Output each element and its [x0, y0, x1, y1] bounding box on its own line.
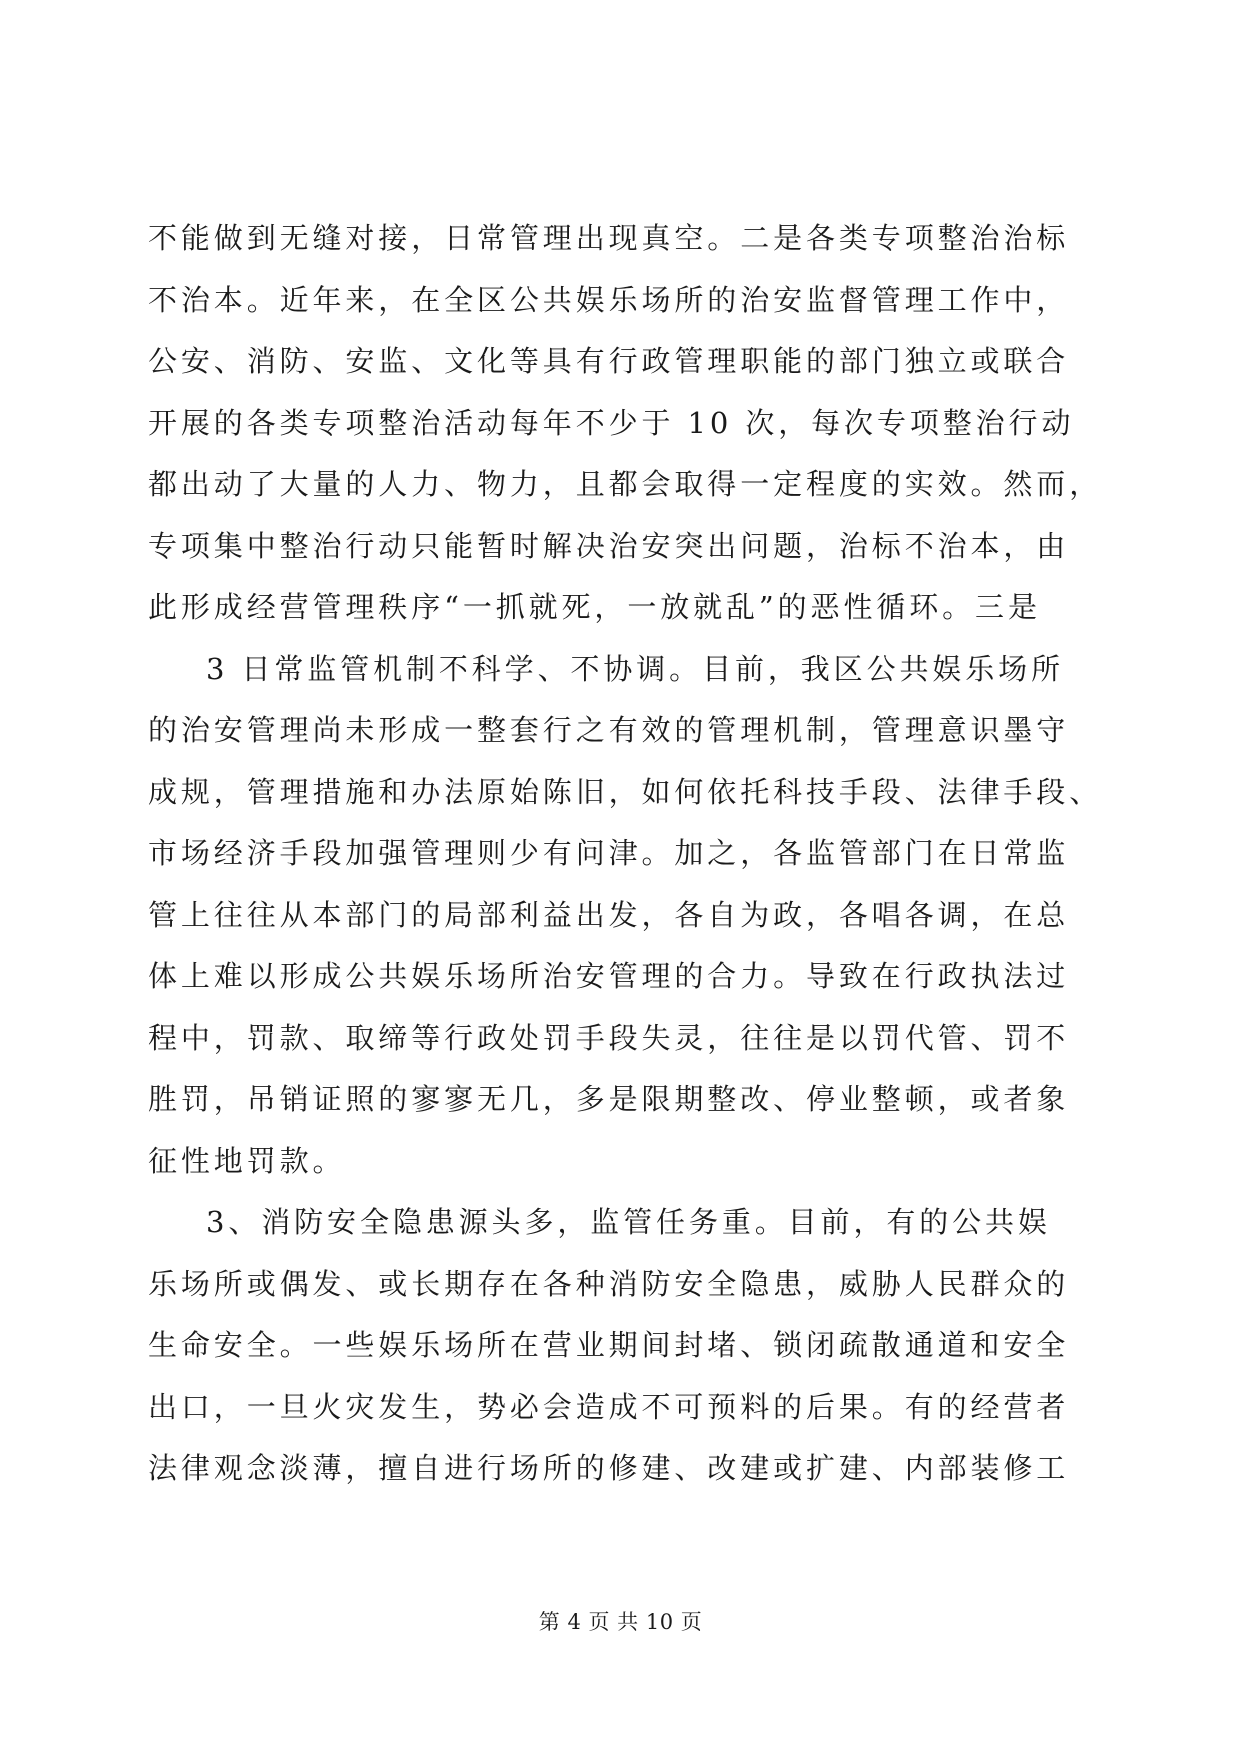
page-number-footer: 第 4 页 共 10 页: [538, 1610, 703, 1634]
paragraph-start-line: 3、消防安全隐患源头多，监管任务重。目前，有的公共娱: [206, 1205, 1051, 1239]
text-line: 胜罚，吊销证照的寥寥无几，多是限期整改、停业整顿，或者象: [148, 1082, 1070, 1116]
text-line: 管上往往从本部门的局部利益出发，各自为政，各唱各调，在总: [148, 897, 1070, 932]
text-line: 程中，罚款、取缔等行政处罚手段失灵，往往是以罚代管、罚不: [148, 1020, 1070, 1055]
text-line: 专项集中整治行动只能暂时解决治安突出问题，治标不治本，由: [148, 528, 1070, 563]
body-text: [148, 208, 1103, 1500]
text-line: 体上难以形成公共娱乐场所治安管理的合力。导致在行政执法过: [148, 959, 1070, 993]
text-line: 征性地罚款。: [148, 1143, 346, 1178]
text-line: 乐场所或偶发、或长期存在各种消防安全隐患，威胁人民群众的: [148, 1266, 1070, 1301]
paragraph-start-line: 3 日常监管机制不科学、不协调。目前，我区公共娱乐场所: [206, 651, 1064, 686]
text-line: 的治安管理尚未形成一整套行之有效的管理机制，管理意识墨守: [148, 713, 1070, 747]
text-line: 生命安全。一些娱乐场所在营业期间封堵、锁闭疏散通道和安全: [148, 1328, 1070, 1362]
text-line: 不能做到无缝对接，日常管理出现真空。二是各类专项整治治标: [148, 221, 1070, 255]
text-line: 公安、消防、安监、文化等具有行政管理职能的部门独立或联合: [148, 344, 1070, 378]
text-line: 此形成经营管理秩序“一抓就死，一放就乱”的恶性循环。三是: [148, 590, 1041, 624]
text-line: 出口，一旦火灾发生，势必会造成不可预料的后果。有的经营者: [148, 1389, 1070, 1424]
text-line: 开展的各类专项整治活动每年不少于 10 次，每次专项整治行动: [148, 405, 1075, 440]
text-line: 成规，管理措施和办法原始陈旧，如何依托科技手段、法律手段、: [148, 774, 1103, 809]
text-line: 市场经济手段加强管理则少有问津。加之，各监管部门在日常监: [148, 836, 1070, 870]
text-line: 不治本。近年来，在全区公共娱乐场所的治安监督管理工作中，: [148, 282, 1070, 317]
text-line: 法律观念淡薄，擅自进行场所的修建、改建或扩建、内部装修工: [148, 1451, 1070, 1485]
text-line: 都出动了大量的人力、物力，且都会取得一定程度的实效。然而，: [148, 467, 1103, 501]
